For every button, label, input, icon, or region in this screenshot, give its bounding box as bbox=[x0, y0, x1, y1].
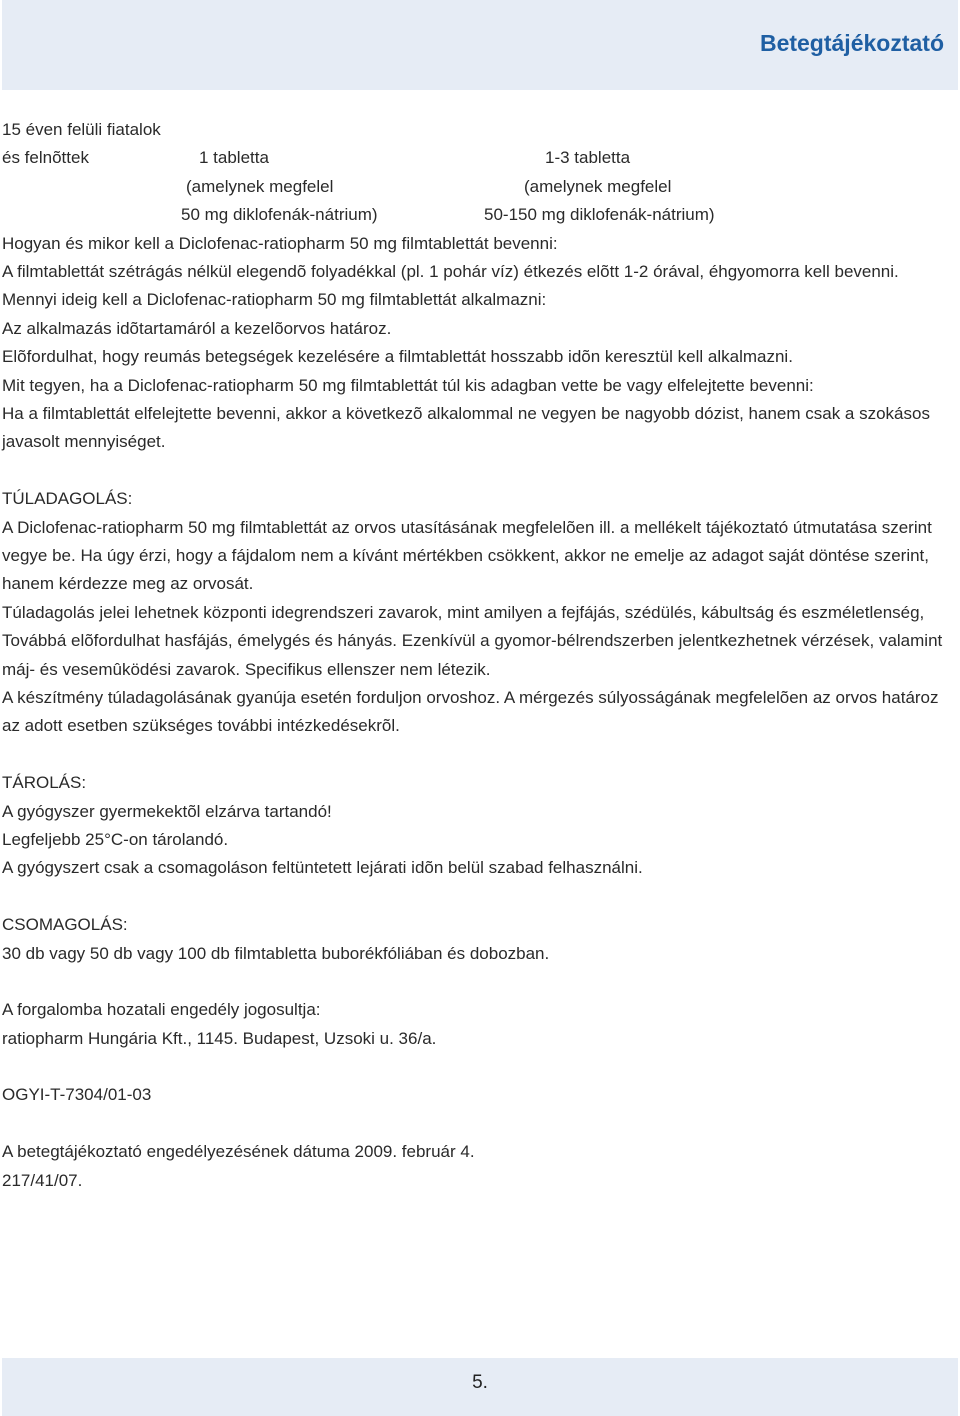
dose-col2-line2: (amelynek megfelel bbox=[524, 176, 672, 196]
holder-address: ratiopharm Hungária Kft., 1145. Budapest, Uzsoki u. 36/a. bbox=[2, 1028, 437, 1048]
dose-col1-line3: 50 mg diklofenák-nátrium) bbox=[181, 205, 378, 225]
dose-col2-line3: 50-150 mg diklofenák-nátrium) bbox=[484, 205, 715, 225]
missed-heading: Mit tegyen, ha a Diclofenac-ratiopharm 50 mg filmtablettát túl kis adagban vette be vagy elfelejtette bevenni: bbox=[2, 375, 814, 395]
storage-heading: TÁROLÁS: bbox=[2, 773, 87, 793]
packaging-heading: CSOMAGOLÁS: bbox=[2, 915, 128, 935]
age-group-label: 15 éven felüli fiatalok bbox=[2, 120, 161, 139]
storage-line-3: A gyógyszert csak a csomagoláson feltüntetett lejárati idõn belül szabad felhasználni. bbox=[2, 858, 643, 878]
document-body bbox=[2, 116, 954, 1195]
page-number: 5. bbox=[472, 1372, 488, 1393]
dosage-row-4 bbox=[2, 201, 954, 229]
overdose-text-3: A készítmény túladagolásának gyanúja esetén forduljon orvoshoz. A mérgezés súlyosságának megfelelõen az orvos határoz az adott esetben szükséges további intézkedésekrõl. bbox=[2, 687, 939, 736]
dose-col1-line1: 1 tabletta bbox=[199, 148, 269, 168]
overdose-text-2: Túladagolás jelei lehetnek központi idegrendszeri zavarok, mint amilyen a fejfájás, szédülés, kábultság és eszméletlenség, Továbbá elõfordulhat hasfájás, émelygés és hányás. Ezenkívül a gyomor-bélrendszerben jelentkezhetnek vérzések, valamint máj- és vesemûködési zavarok. Specifikus ellenszer nem létezik. bbox=[2, 602, 943, 679]
dosage-row-1 bbox=[2, 116, 954, 144]
dosage-row-3 bbox=[2, 173, 954, 201]
dosage-row-2 bbox=[2, 144, 954, 172]
dose-col1-line2: (amelynek megfelel bbox=[186, 176, 334, 196]
how-long-text-1: Az alkalmazás idõtartamáról a kezelõorvos határoz. bbox=[2, 318, 392, 338]
packaging-text: 30 db vagy 50 db vagy 100 db filmtabletta buborékfóliában és dobozban. bbox=[2, 943, 550, 963]
reference-number: 217/41/07. bbox=[2, 1170, 83, 1190]
overdose-heading: TÚLADAGOLÁS: bbox=[2, 489, 133, 509]
how-heading: Hogyan és mikor kell a Diclofenac-ratiopharm 50 mg filmtablettát bevenni: bbox=[2, 233, 558, 253]
storage-line-2: Legfeljebb 25°C-on tárolandó. bbox=[2, 829, 229, 849]
adult-label: és felnõttek bbox=[2, 148, 89, 168]
how-text: A filmtablettát szétrágás nélkül elegendõ folyadékkal (pl. 1 pohár víz) étkezés elõtt 1-2 órával, éhgyomorra kell bevenni. bbox=[2, 261, 899, 281]
ogyi-number: OGYI-T-7304/01-03 bbox=[2, 1085, 152, 1105]
holder-label: A forgalomba hozatali engedély jogosultja: bbox=[2, 1000, 321, 1020]
storage-line-1: A gyógyszer gyermekektõl elzárva tartandó! bbox=[2, 801, 332, 821]
approval-date: A betegtájékoztató engedélyezésének dátuma 2009. február 4. bbox=[2, 1142, 475, 1162]
document-title: Betegtájékoztató bbox=[759, 30, 944, 56]
overdose-text-1: A Diclofenac-ratiopharm 50 mg filmtablettát az orvos utasításának megfelelõen ill. a mellékelt tájékoztató útmutatása szerint vegye be. Ha úgy érzi, hogy a fájdalom nem a kívánt mértékben csökkent, akkor ne emelje az adagot saját döntése szerint, hanem kérdezze meg az orvosát. bbox=[2, 517, 932, 594]
dose-col2-line1: 1-3 tabletta bbox=[545, 148, 631, 168]
how-long-text-2: Elõfordulhat, hogy reumás betegségek kezelésére a filmtablettát hosszabb idõn keresztül kell alkalmazni. bbox=[2, 347, 793, 367]
missed-text: Ha a filmtablettát elfelejtette bevenni, akkor a következõ alkalommal ne vegyen be nagyobb dózist, hanem csak a szokásos javasolt mennyiséget. bbox=[2, 403, 930, 452]
how-long-heading: Mennyi ideig kell a Diclofenac-ratiopharm 50 mg filmtablettát alkalmazni: bbox=[2, 290, 547, 310]
